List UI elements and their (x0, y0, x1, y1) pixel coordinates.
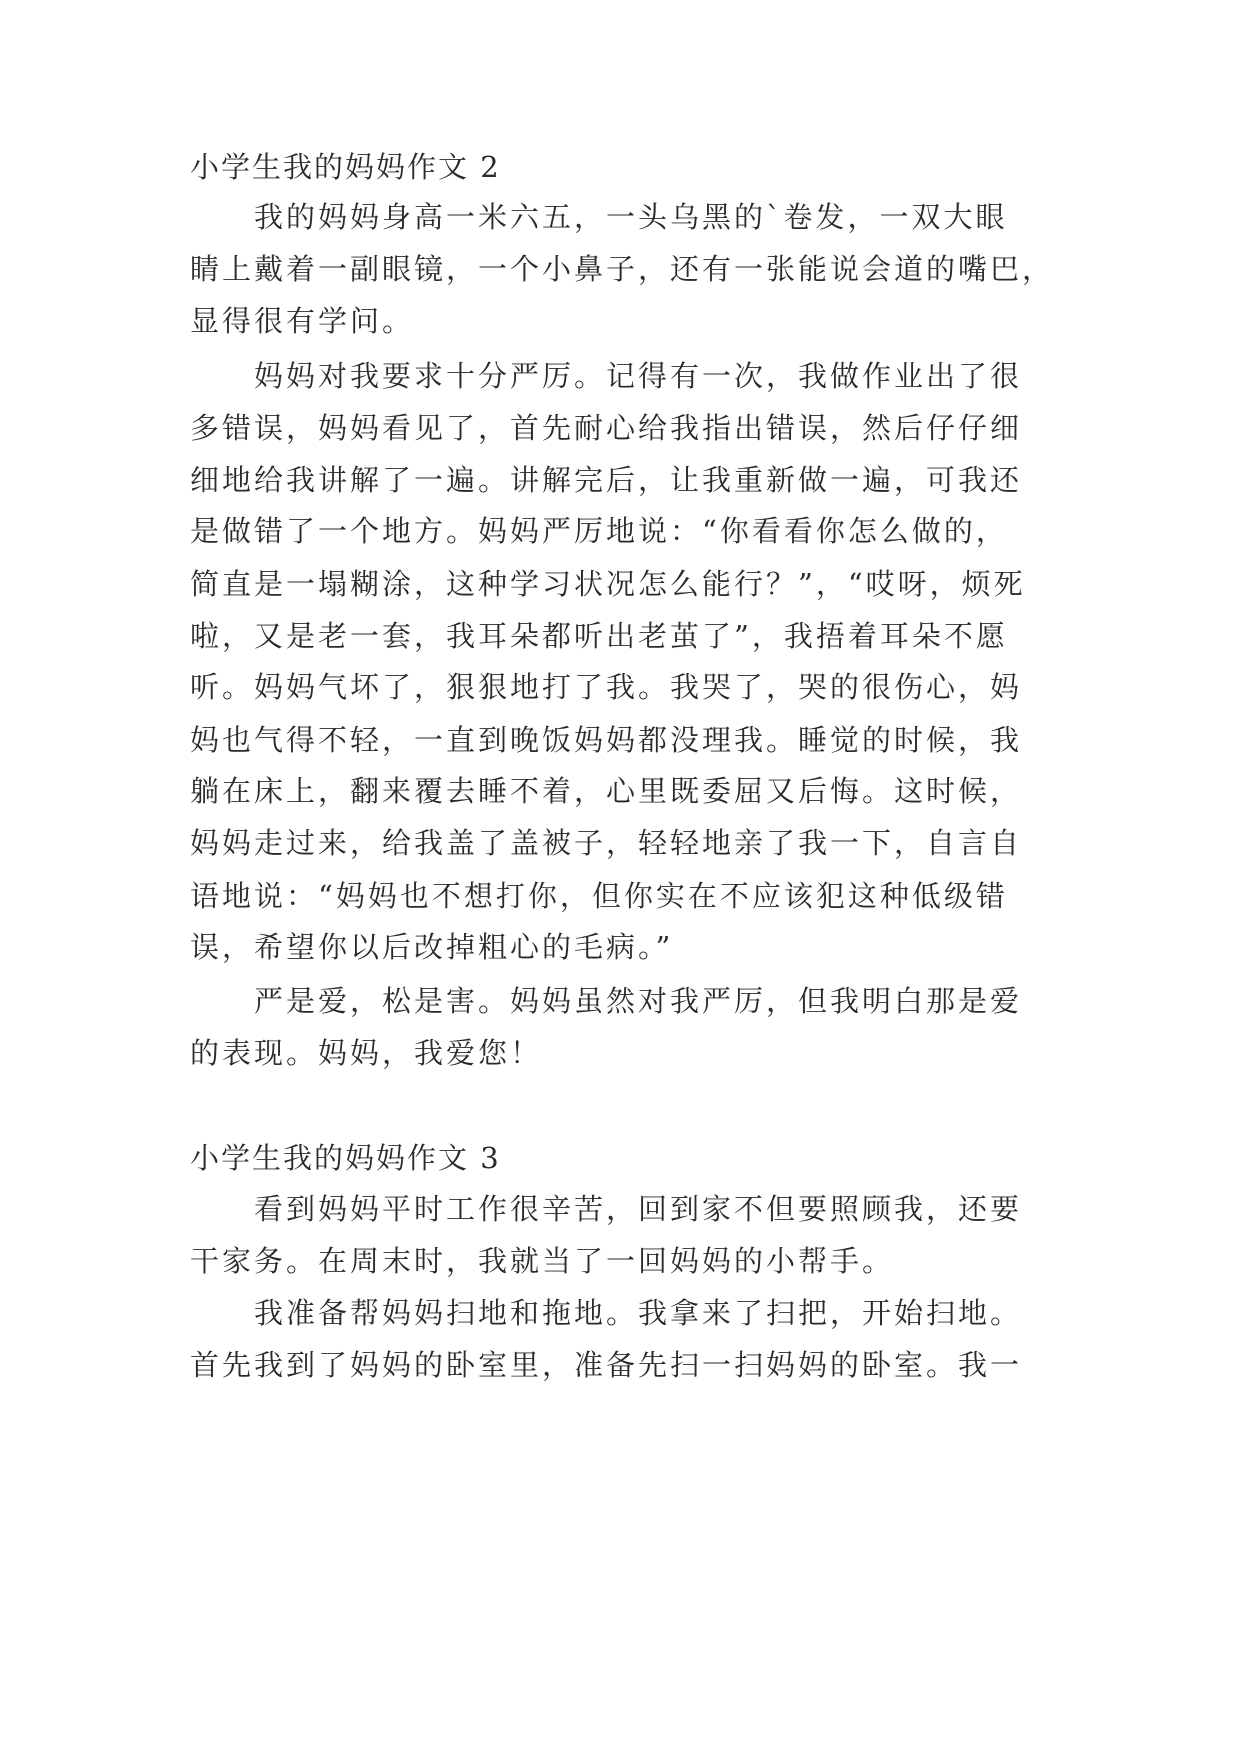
section-2-title: 小学生我的妈妈作文 2 (190, 150, 501, 184)
s3-p2-line-2: 首先我到了妈妈的卧室里，准备先扫一扫妈妈的卧室。我一 (190, 1348, 1023, 1382)
s2-p3-line-1: 严是爱，松是害。妈妈虽然对我严厉，但我明白那是爱 (254, 984, 1023, 1018)
s2-p2-line-5: 简直是一塌糊涂，这种学习状况怎么能行？”，“哎呀，烦死 (190, 567, 1026, 601)
s2-p2-line-7: 听。妈妈气坏了，狠狠地打了我。我哭了，哭的很伤心，妈 (190, 670, 1023, 704)
s2-p2-line-6: 啦，又是老一套，我耳朵都听出老茧了”，我捂着耳朵不愿 (190, 619, 1008, 653)
s2-p2-line-8: 妈也气得不轻，一直到晚饭妈妈都没理我。睡觉的时候，我 (190, 723, 1023, 757)
s2-p2-line-2: 多错误，妈妈看见了，首先耐心给我指出错误，然后仔仔细 (190, 411, 1023, 445)
s2-p2-line-11: 语地说：“妈妈也不想打你，但你实在不应该犯这种低级错 (190, 879, 1008, 913)
s3-p1-line-2: 干家务。在周末时，我就当了一回妈妈的小帮手。 (190, 1244, 895, 1278)
s2-p1-line-1: 我的妈妈身高一米六五，一头乌黑的`卷发，一双大眼 (254, 200, 1008, 234)
section-3-title: 小学生我的妈妈作文 3 (190, 1141, 501, 1175)
s2-p2-line-9: 躺在床上，翻来覆去睡不着，心里既委屈又后悔。这时候， (190, 774, 1023, 808)
s2-p2-line-10: 妈妈走过来，给我盖了盖被子，轻轻地亲了我一下，自言自 (190, 826, 1023, 860)
s2-p1-line-3: 显得很有学问。 (190, 304, 415, 338)
s2-p1-line-2: 睛上戴着一副眼镜，一个小鼻子，还有一张能说会道的嘴巴， (190, 252, 1055, 286)
s3-p1-line-1: 看到妈妈平时工作很辛苦，回到家不但要照顾我，还要 (254, 1192, 1023, 1226)
s3-p2-line-1: 我准备帮妈妈扫地和拖地。我拿来了扫把，开始扫地。 (254, 1296, 1023, 1330)
s2-p2-line-12: 误，希望你以后改掉粗心的毛病。” (190, 930, 674, 964)
s2-p2-line-4: 是做错了一个地方。妈妈严厉地说：“你看看你怎么做的， (190, 514, 1008, 548)
s2-p3-line-2: 的表现。妈妈，我爱您！ (190, 1036, 543, 1070)
s2-p2-line-3: 细地给我讲解了一遍。讲解完后，让我重新做一遍，可我还 (190, 463, 1023, 497)
s2-p2-line-1: 妈妈对我要求十分严厉。记得有一次，我做作业出了很 (254, 359, 1023, 393)
